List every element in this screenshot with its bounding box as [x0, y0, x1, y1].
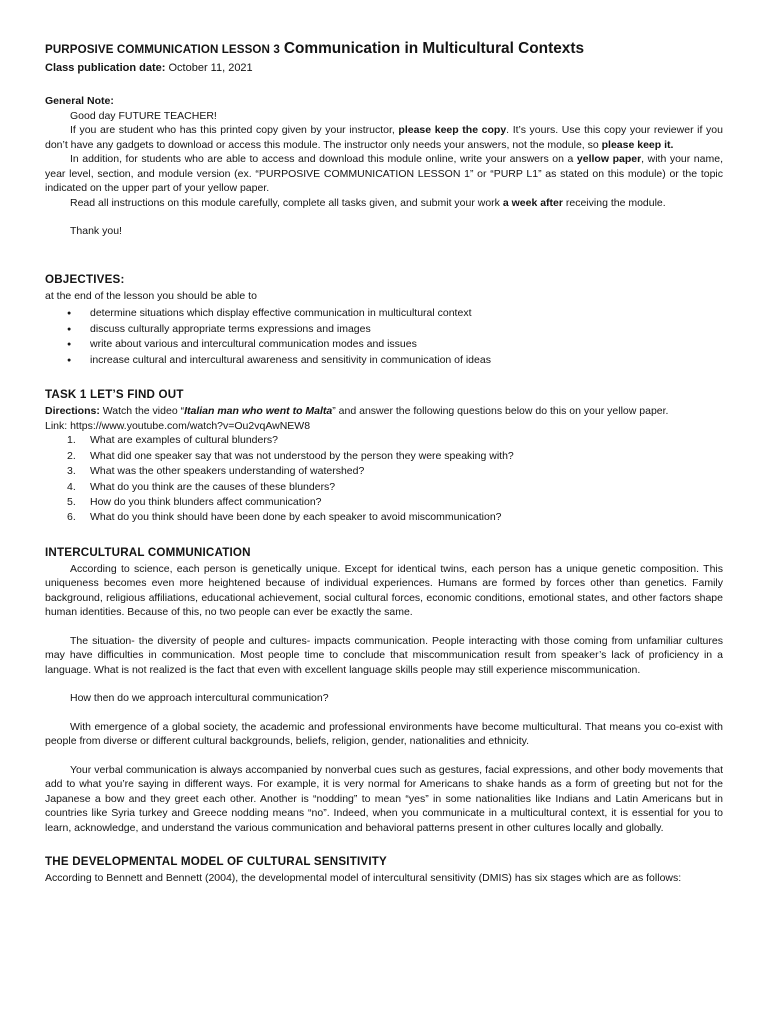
- task1-directions: Directions: Watch the video “Italian man who went to Malta” and answer the following questions below do this on your yellow paper.: [45, 405, 669, 418]
- note-paragraph-2: In addition, for students who are able to access and download this module online, write your answers on a yellow paper, with your name, year level, section, and module version (ex. “PURPOSIVE COMMUNICATION LESSON 1” or “PURP L1” as stated on this module) or the topic indicated on the upper part of your yellow paper.: [45, 153, 723, 194]
- publication-date-value: October 11, 2021: [168, 62, 253, 74]
- intercultural-paragraph-5: Your verbal communication is always accompanied by nonverbal cues such as gestures, facial expressions, and other body movements that add to what you’re saying in different ways. For example, it is very normal for Americans to shake hands as a form of greeting but not for the Japanese a bow and they greet each other. Another is “nodding” to mean “yes” in some nationalities like Indians and Latin Americans but in countries like Syria turkey and Greece nodding means “no”. Indeed, when you communicate in a multicultural context, it is essential for you to learn, acknowledge, and understand the various communication and behavioral patterns present in other cultures locally and globally.: [45, 763, 723, 834]
- lesson-title: Communication in Multicultural Contexts: [283, 40, 585, 57]
- task1-questions: [45, 433, 723, 525]
- document-title: [45, 40, 723, 58]
- list-item: ● write about various and intercultural communication modes and issues: [45, 337, 723, 353]
- objectives-section: [45, 273, 723, 369]
- general-note-heading: General Note:: [45, 95, 114, 107]
- dmis-heading: THE DEVELOPMENTAL MODEL OF CULTURAL SENSITIVITY: [45, 855, 387, 869]
- task1-section: [45, 388, 723, 525]
- video-link[interactable]: Link: https://www.youtube.com/watch?v=Ou2vqAwNEW8: [45, 419, 311, 432]
- publication-date-label: Class publication date:: [45, 62, 166, 74]
- list-item: 2. What did one speaker say that was not understood by the person they were speaking with?: [67, 449, 514, 462]
- dmis-section: [45, 855, 723, 886]
- intercultural-section: [45, 546, 723, 836]
- objectives-intro: at the end of the lesson you should be able to: [45, 289, 257, 302]
- list-item: 4. What do you think are the causes of these blunders?: [67, 480, 336, 493]
- course-label: PURPOSIVE COMMUNICATION LESSON 3: [45, 43, 280, 56]
- intercultural-paragraph-1: According to science, each person is genetically unique. Except for identical twins, each person has a unique genetic composition. This uniqueness becomes even more heightened because of individual experiences. Humans are formed by forces other than genetics. Family background, religious affiliations, educational achievement, social cultural forces, economic conditions, emotional states, and other factors shape human identities. Because of this, no two people can ever be exactly the same.: [45, 562, 723, 619]
- intercultural-paragraph-3: How then do we approach intercultural communication?: [70, 692, 329, 705]
- video-title: Italian man who went to Malta: [184, 405, 333, 418]
- task1-heading: TASK 1 LET’S FIND OUT: [45, 388, 184, 402]
- note-paragraph-3: Read all instructions on this module carefully, complete all tasks given, and submit your work a week after receiving the module.: [70, 196, 666, 209]
- list-item: 3. What was the other speakers understanding of watershed?: [67, 465, 365, 478]
- objectives-heading: OBJECTIVES:: [45, 272, 125, 286]
- list-item: 5. How do you think blunders affect communication?: [67, 496, 322, 508]
- intercultural-heading: INTERCULTURAL COMMUNICATION: [45, 545, 251, 559]
- dmis-paragraph-1: According to Bennett and Bennett (2004), the developmental model of intercultural sensitivity (DMIS) has six stages which are as follows:: [45, 872, 682, 885]
- list-item: ● increase cultural and intercultural awareness and sensitivity in communication of ideas: [45, 353, 723, 369]
- list-item: ● determine situations which display effective communication in multicultural context: [45, 306, 723, 322]
- list-item: ● discuss culturally appropriate terms expressions and images: [45, 322, 723, 338]
- objectives-list: [45, 306, 723, 368]
- general-note: [45, 94, 723, 239]
- thank-you: Thank you!: [70, 225, 122, 237]
- list-item: 1. What are examples of cultural blunders?: [67, 434, 278, 447]
- list-item: 6. What do you think should have been done by each speaker to avoid miscommunication?: [67, 511, 502, 524]
- note-paragraph-1: If you are student who has this printed copy given by your instructor, please keep the copy. It’s yours. Use this copy your reviewer if you don’t have any gadgets to download or access this module. The instructor only needs your answers, not the module, so please keep it.: [45, 124, 723, 151]
- greeting: Good day FUTURE TEACHER!: [70, 109, 217, 122]
- intercultural-paragraph-2: The situation- the diversity of people and cultures- impacts communication. People interacting with those coming from unfamiliar cultures may have difficulties in communication. Most people time to conclude that miscommunication result from speaker’s lack of proficiency in a language. What is not realized is the fact that even with excellent language skills people may still experience miscommunication.: [45, 634, 723, 676]
- intercultural-paragraph-4: With emergence of a global society, the academic and professional environments have become multicultural. That means you co-exist with people from diverse or different cultural backgrounds, beliefs, religion, gender, nationalities and ethnicity.: [45, 720, 723, 748]
- publication-date: [45, 62, 723, 74]
